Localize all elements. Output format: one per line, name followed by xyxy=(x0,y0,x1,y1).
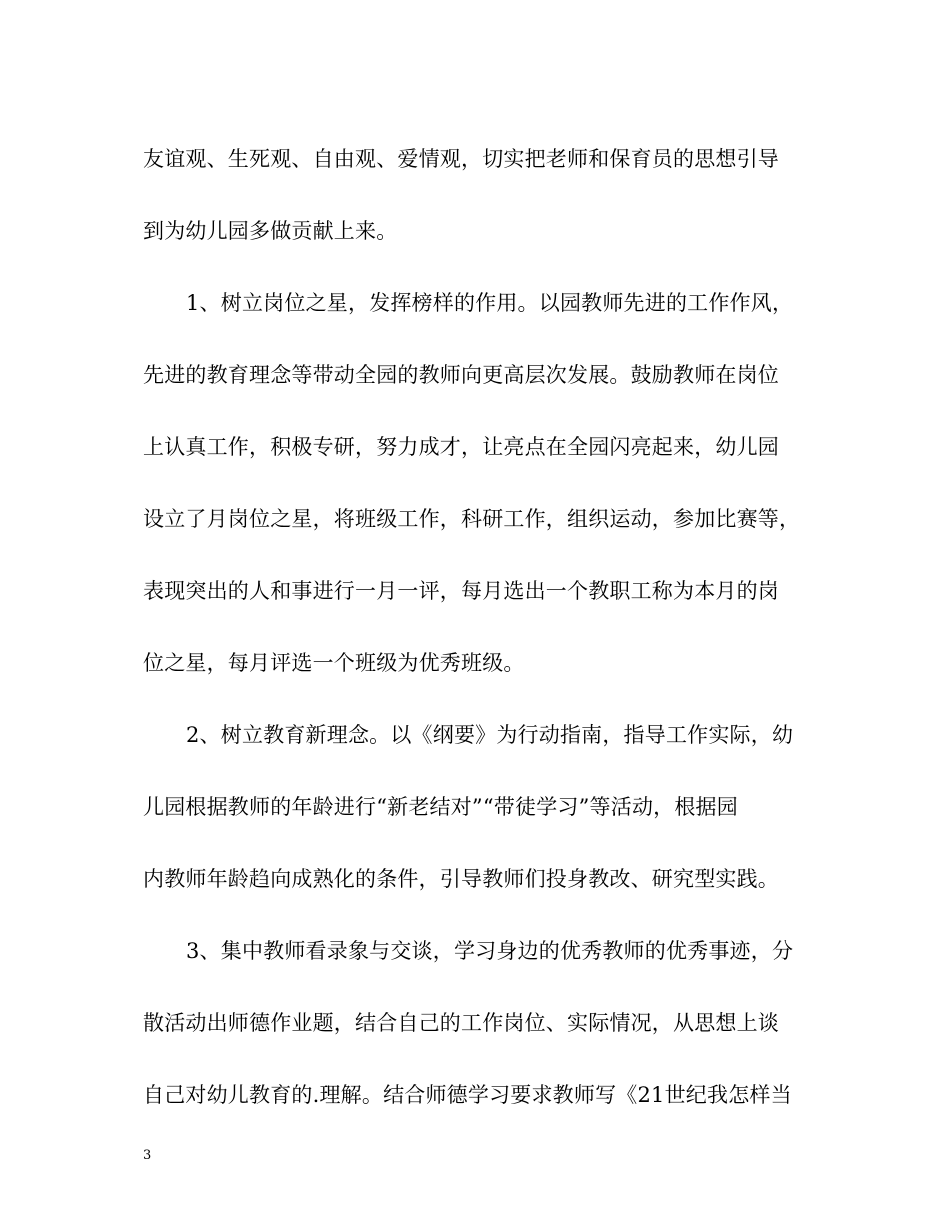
text-line-12: 3、集中教师看录象与交谈，学习身边的优秀教师的优秀事迹，分 xyxy=(186,939,794,963)
text-line-14: 自己对幼儿教育的.理解。结合师德学习要求教师写《21世纪我怎样当 xyxy=(143,1083,792,1107)
text-line-6: 设立了月岗位之星，将班级工作，科研工作，组织运动，参加比赛等， xyxy=(143,507,801,531)
text-line-8: 位之星，每月评选一个班级为优秀班级。 xyxy=(143,651,525,675)
text-line-10: 儿园根据教师的年龄进行“新老结对”“带徒学习”等活动，根据园 xyxy=(143,795,738,819)
text-line-2: 到为幼儿园多做贡献上来。 xyxy=(143,219,398,243)
text-line-4: 先进的教育理念等带动全园的教师向更高层次发展。鼓励教师在岗位 xyxy=(143,363,779,387)
text-line-3: 1、树立岗位之星，发挥榜样的作用。以园教师先进的工作作风， xyxy=(186,291,794,315)
text-line-9: 2、树立教育新理念。以《纲要》为行动指南，指导工作实际，幼 xyxy=(186,723,794,747)
text-line-11: 内教师年龄趋向成熟化的条件，引导教师们投身教改、研究型实践。 xyxy=(143,867,779,891)
text-line-1: 友谊观、生死观、自由观、爱情观，切实把老师和保育员的思想引导 xyxy=(143,147,779,171)
text-line-7: 表现突出的人和事进行一月一评，每月选出一个教职工称为本月的岗 xyxy=(143,579,779,603)
page-number: 3 xyxy=(143,1148,152,1163)
text-line-13: 散活动出师德作业题，结合自己的工作岗位、实际情况，从思想上谈 xyxy=(143,1011,779,1035)
text-line-5: 上认真工作，积极专研，努力成才，让亮点在全园闪亮起来，幼儿园 xyxy=(143,435,779,459)
